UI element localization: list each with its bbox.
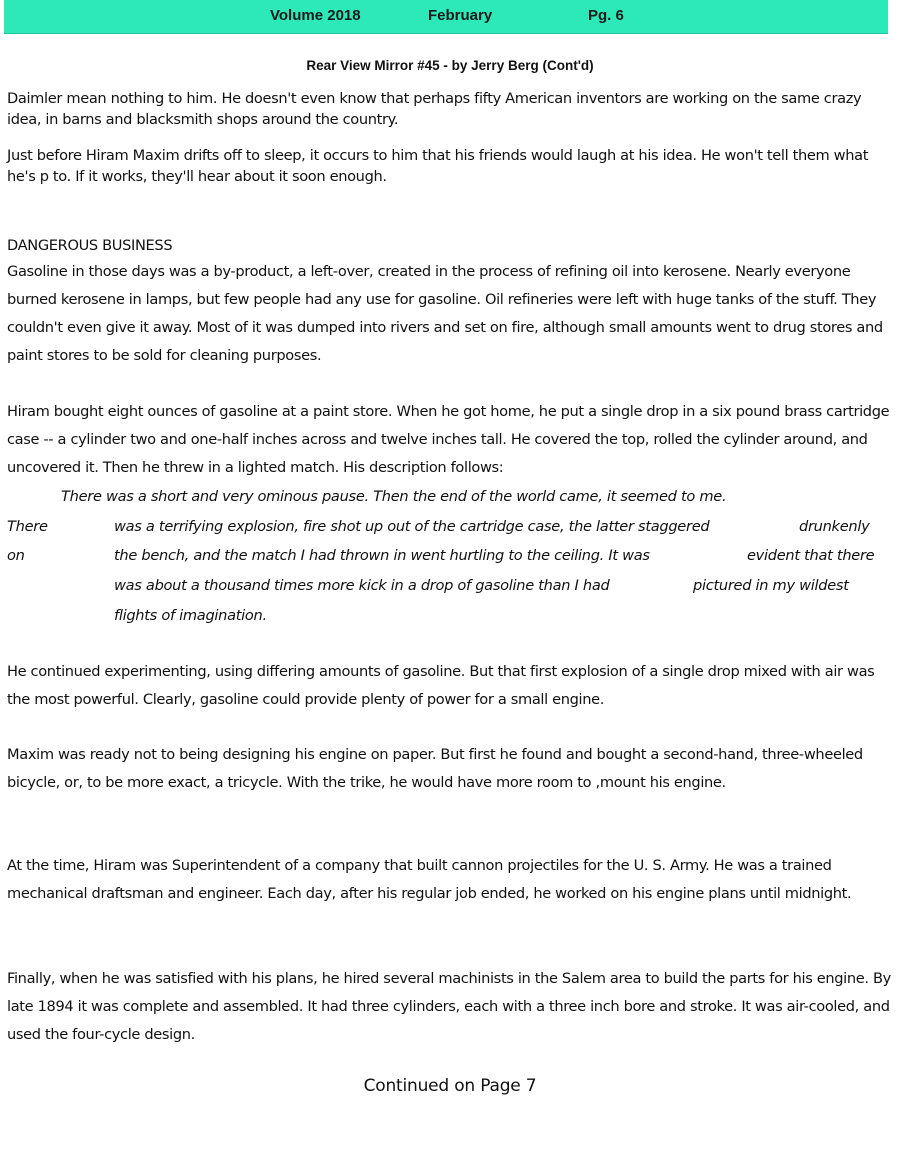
paragraph-6: Maxim was ready not to being designing his engine on paper. But first he found and bought a second-hand, three-wheeled bicycle, or, to be more exact, a tricycle. With the trike, he would have more room to ,mount his engine. bbox=[7, 746, 863, 791]
paragraph-2: Just before Hiram Maxim drifts off to sleep, it occurs to him that his friends would laugh at his idea. He won't tell them what he's p to. If it works, they'll hear about it soon enough. bbox=[7, 147, 869, 185]
section-heading: DANGEROUS BUSINESS bbox=[7, 237, 173, 254]
continued-notice: Continued on Page 7 bbox=[363, 1076, 537, 1096]
paragraph-5: He continued experimenting, using differing amounts of gasoline. But that first explosion of a single drop mixed with air was the most powerful. Clearly, gasoline could provide plenty of power for a small engine. bbox=[7, 663, 875, 708]
paragraph-8: Finally, when he was satisfied with his plans, he hired several machinists in the Salem area to build the parts for his engine. By late 1894 it was complete and assembled. It had three cylinders, each with a three inch bore and stroke. It was air-cooled, and used the four-cycle design. bbox=[7, 970, 891, 1043]
quote-line-2-tail: drunkenly bbox=[799, 518, 870, 535]
page-number: Pg. 6 bbox=[588, 7, 624, 24]
volume-label: Volume 2018 bbox=[270, 7, 361, 24]
newsletter-header-bar bbox=[4, 0, 888, 34]
quote-line-1: There was a short and very ominous pause. Then the end of the world came, it seemed to me. bbox=[61, 488, 727, 505]
paragraph-7: At the time, Hiram was Superintendent of a company that built cannon projectiles for the U. S. Army. He was a trained mechanical draftsman and engineer. Each day, after his regular job ended, he worked on his engine plans until midnight. bbox=[7, 857, 852, 902]
quote-line-4-tail: pictured in my wildest bbox=[693, 577, 849, 594]
quote-line-4: was about a thousand times more kick in a drop of gasoline than I had bbox=[114, 577, 610, 594]
article-title: Rear View Mirror #45 - by Jerry Berg (Cont'd) bbox=[306, 58, 594, 73]
paragraph-4: Hiram bought eight ounces of gasoline at a paint store. When he got home, he put a single drop in a six pound brass cartridge case -- a cylinder two and one-half inches across and twelve inches tall. He covered the top, rolled the cylinder around, and uncovered it. Then he threw in a lighted match. His description follows: bbox=[7, 403, 890, 476]
quote-margin-word-2: on bbox=[7, 547, 25, 564]
month-label: February bbox=[428, 7, 493, 24]
quote-margin-word-1: There bbox=[7, 518, 48, 535]
paragraph-3: Gasoline in those days was a by-product, a left-over, created in the process of refining oil into kerosene. Nearly everyone burned kerosene in lamps, but few people had any use for gasoline. Oil refineries were left with huge tanks of the stuff. They couldn't even give it away. Most of it was dumped into rivers and set on fire, although small amounts went to drug stores and paint stores to be sold for cleaning purposes. bbox=[7, 263, 883, 364]
quote-line-5: flights of imagination. bbox=[114, 607, 267, 624]
quote-line-2: was a terrifying explosion, fire shot up out of the cartridge case, the latter staggered bbox=[114, 518, 710, 535]
quote-line-3: the bench, and the match I had thrown in went hurtling to the ceiling. It was bbox=[114, 547, 650, 564]
paragraph-1: Daimler mean nothing to him. He doesn't even know that perhaps fifty American inventors are working on the same crazy idea, in barns and blacksmith shops around the country. bbox=[7, 90, 862, 128]
quote-line-3-tail: evident that there bbox=[747, 547, 875, 564]
